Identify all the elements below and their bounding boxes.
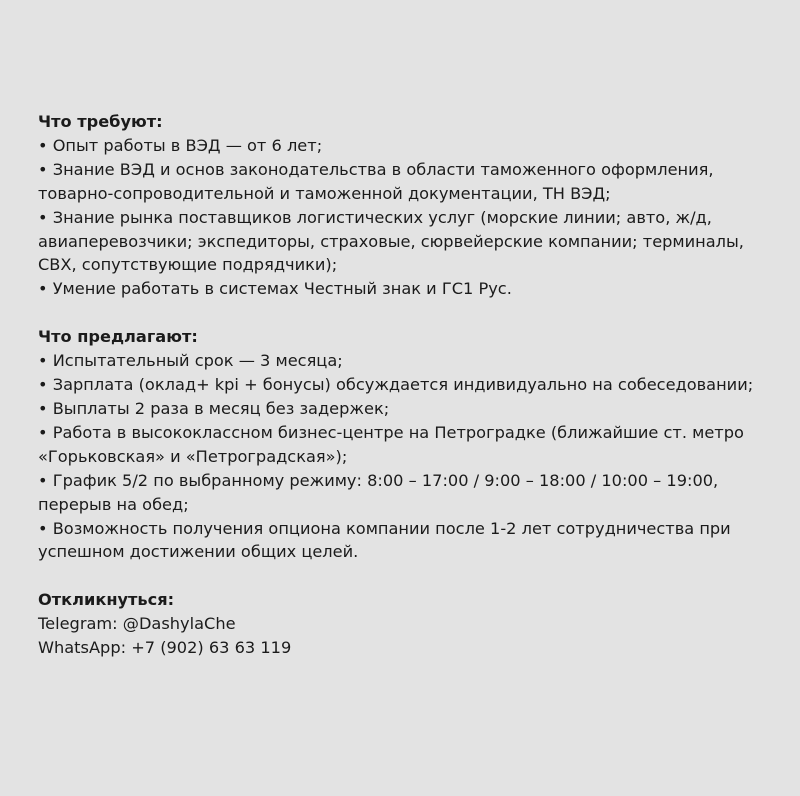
offer-section [38, 325, 778, 564]
section-heading: Откликнуться: [38, 590, 175, 610]
post-text [38, 110, 778, 660]
text-line: успешном достижении общих целей. [38, 542, 359, 562]
text-line: • Знание рынка поставщиков логистических услуг (морские линии; авто, ж/д, [38, 207, 712, 227]
requirements-section [38, 110, 778, 301]
text-line: • Работа в высококлассном бизнес-центре на Петроградке (ближайшие ст. метро [38, 422, 744, 442]
text-line: • Возможность получения опциона компании после 1-2 лет сотрудничества при [38, 518, 731, 538]
text-line: СВХ, сопутствующие подрядчики); [38, 255, 338, 275]
text-line: • График 5/2 по выбранному режиму: 8:00 – 17:00 / 9:00 – 18:00 / 10:00 – 19:00, [38, 470, 719, 490]
telegram-contact: Telegram: @DashylaChe [38, 614, 236, 634]
text-line: • Зарплата (оклад+ kpi + бонусы) обсуждается индивидуально на собеседовании; [38, 375, 754, 395]
text-line: • Выплаты 2 раза в месяц без задержек; [38, 398, 390, 418]
text-line: «Горьковская» и «Петроградская»); [38, 446, 348, 466]
text-line: • Испытательный срок — 3 месяца; [38, 351, 343, 371]
text-line: • Знание ВЭД и основ законодательства в области таможенного оформления, [38, 159, 714, 179]
section-heading: Что требуют: [38, 112, 163, 131]
text-line: • Умение работать в системах Честный знак и ГС1 Рус. [38, 279, 512, 299]
text-line: авиаперевозчики; экспедиторы, страховые, сюрвейерские компании; терминалы, [38, 231, 744, 251]
section-heading: Что предлагают: [38, 327, 198, 347]
contact-section [38, 588, 778, 660]
whatsapp-contact: WhatsApp: +7 (902) 63 63 119 [38, 638, 292, 658]
text-line: товарно-сопроводительной и таможенной документации, ТН ВЭД; [38, 183, 611, 203]
text-line: перерыв на обед; [38, 494, 189, 514]
text-line: • Опыт работы в ВЭД — от 6 лет; [38, 135, 323, 155]
